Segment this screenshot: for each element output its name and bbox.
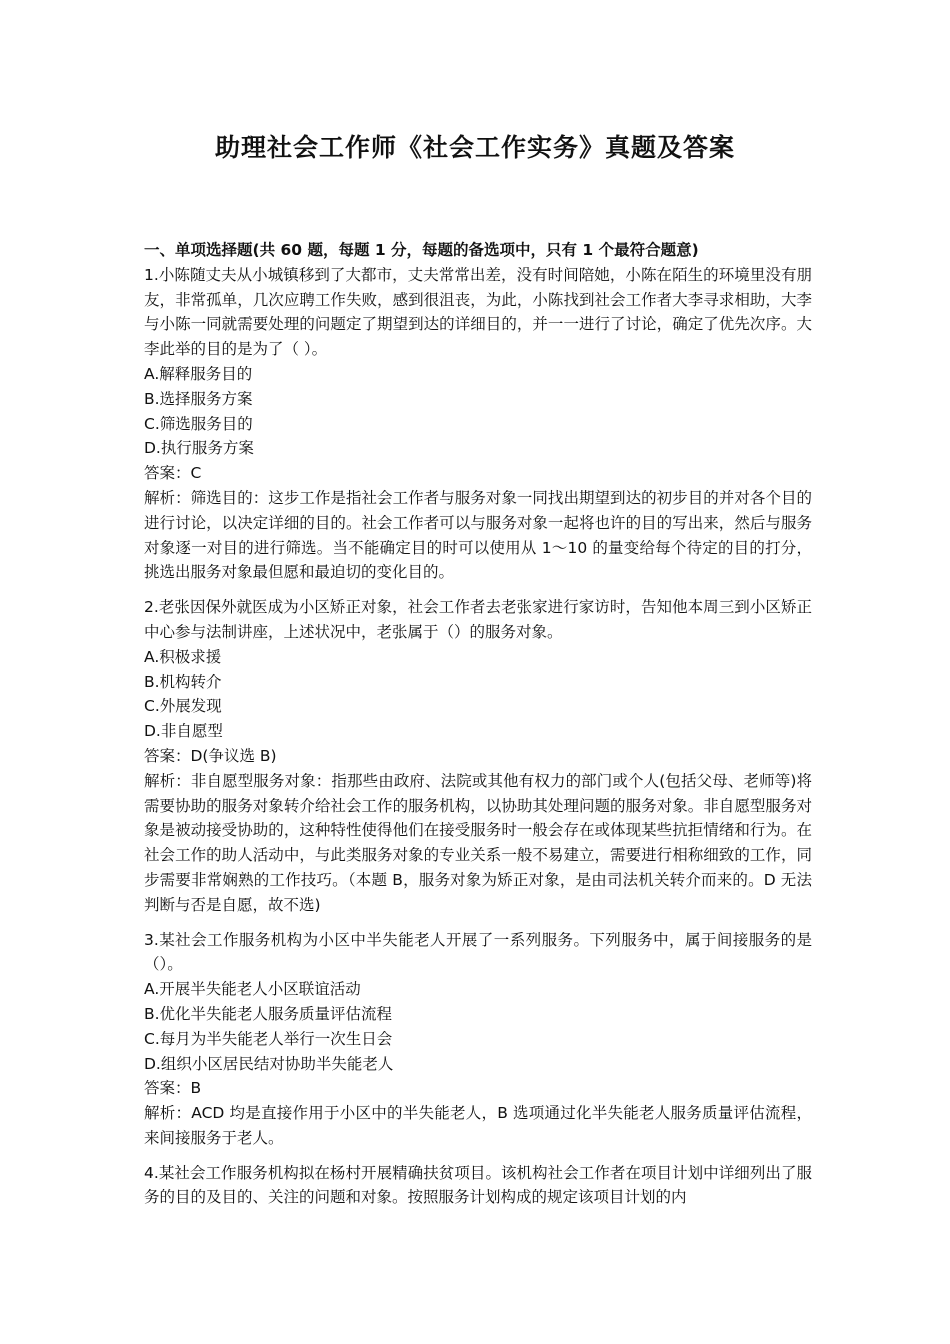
document-title: 助理社会工作师《社会工作实务》真题及答案: [214, 133, 735, 162]
document-body: [144, 238, 812, 1210]
question-stem: 3.某社会工作服务机构为小区中半失能老人开展了一系列服务。下列服务中，属于间接服务的是（）。: [144, 930, 812, 974]
option-d: D.非自愿型: [144, 722, 223, 741]
question-1: [144, 263, 812, 585]
answer: 答案：B: [144, 1079, 202, 1098]
question-stem: 1.小陈随丈夫从小城镇移到了大都市，丈夫常常出差，没有时间陪她，小陈在陌生的环境里没有朋友，非常孤单，几次应聘工作失败，感到很沮丧，为此，小陈找到社会工作者大李寻求相助，大李与小陈一同就需要处理的问题定了期望到达的详细目的，并一一进行了讨论，确定了优先次序。大李此举的目的是为了（ ）。: [144, 265, 812, 359]
option-a: A.解释服务目的: [144, 364, 253, 383]
option-a: A.开展半失能老人小区联谊活动: [144, 980, 361, 999]
option-b: B.选择服务方案: [144, 389, 253, 408]
option-d: D.组织小区居民结对协助半失能老人: [144, 1054, 394, 1073]
question-4: [144, 1161, 812, 1211]
option-a: A.积极求援: [144, 647, 222, 666]
analysis: 解析：筛选目的：这步工作是指社会工作者与服务对象一同找出期望到达的初步目的并对各个目的进行讨论，以决定详细的目的。社会工作者可以与服务对象一起将也许的目的写出来，然后与服务对象逐一对目的进行筛选。当不能确定目的时可以使用从 1～10 的量变给每个待定的目的打分，挑选出服务对象最但愿和最迫切的变化目的。: [144, 488, 812, 582]
option-c: C.外展发现: [144, 697, 222, 716]
question-stem: 2.老张因保外就医成为小区矫正对象，社会工作者去老张家进行家访时，告知他本周三到小区矫正中心参与法制讲座，上述状况中，老张属于（）的服务对象。: [144, 598, 812, 641]
question-stem: 4.某社会工作服务机构拟在杨村开展精确扶贫项目。该机构社会工作者在项目计划中详细列出了服务的目的及目的、关注的问题和对象。按照服务计划构成的规定该项目计划的内: [144, 1163, 812, 1207]
answer: 答案：C: [144, 464, 202, 483]
section-heading: 一、单项选择题(共 60 题，每题 1 分，每题的备选项中，只有 1 个最符合题意): [144, 241, 699, 259]
question-2: [144, 595, 812, 917]
option-c: C.每月为半失能老人举行一次生日会: [144, 1029, 393, 1048]
option-d: D.执行服务方案: [144, 439, 254, 458]
answer: 答案：D(争议选 B): [144, 746, 277, 765]
option-b: B.优化半失能老人服务质量评估流程: [144, 1004, 393, 1023]
option-b: B.机构转介: [144, 672, 222, 691]
analysis: 解析：非自愿型服务对象：指那些由政府、法院或其他有权力的部门或个人(包括父母、老师等)将需要协助的服务对象转介给社会工作的服务机构，以协助其处理问题的服务对象。非自愿型服务对象是被动接受协助的，这种特性使得他们在接受服务时一般会存在或体现某些抗拒情绪和行为。在社会工作的助人活动中，与此类服务对象的专业关系一般不易建立，需要进行相称细致的工作，同步需要非常娴熟的工作技巧。（本题 B，服务对象为矫正对象，是由司法机关转介而来的。D 无法判断与否是自愿，故不选): [144, 771, 812, 914]
question-3: [144, 928, 812, 1151]
option-c: C.筛选服务目的: [144, 414, 253, 433]
analysis: 解析：ACD 均是直接作用于小区中的半失能老人，B 选项通过化半失能老人服务质量评估流程，来间接服务于老人。: [144, 1104, 812, 1147]
